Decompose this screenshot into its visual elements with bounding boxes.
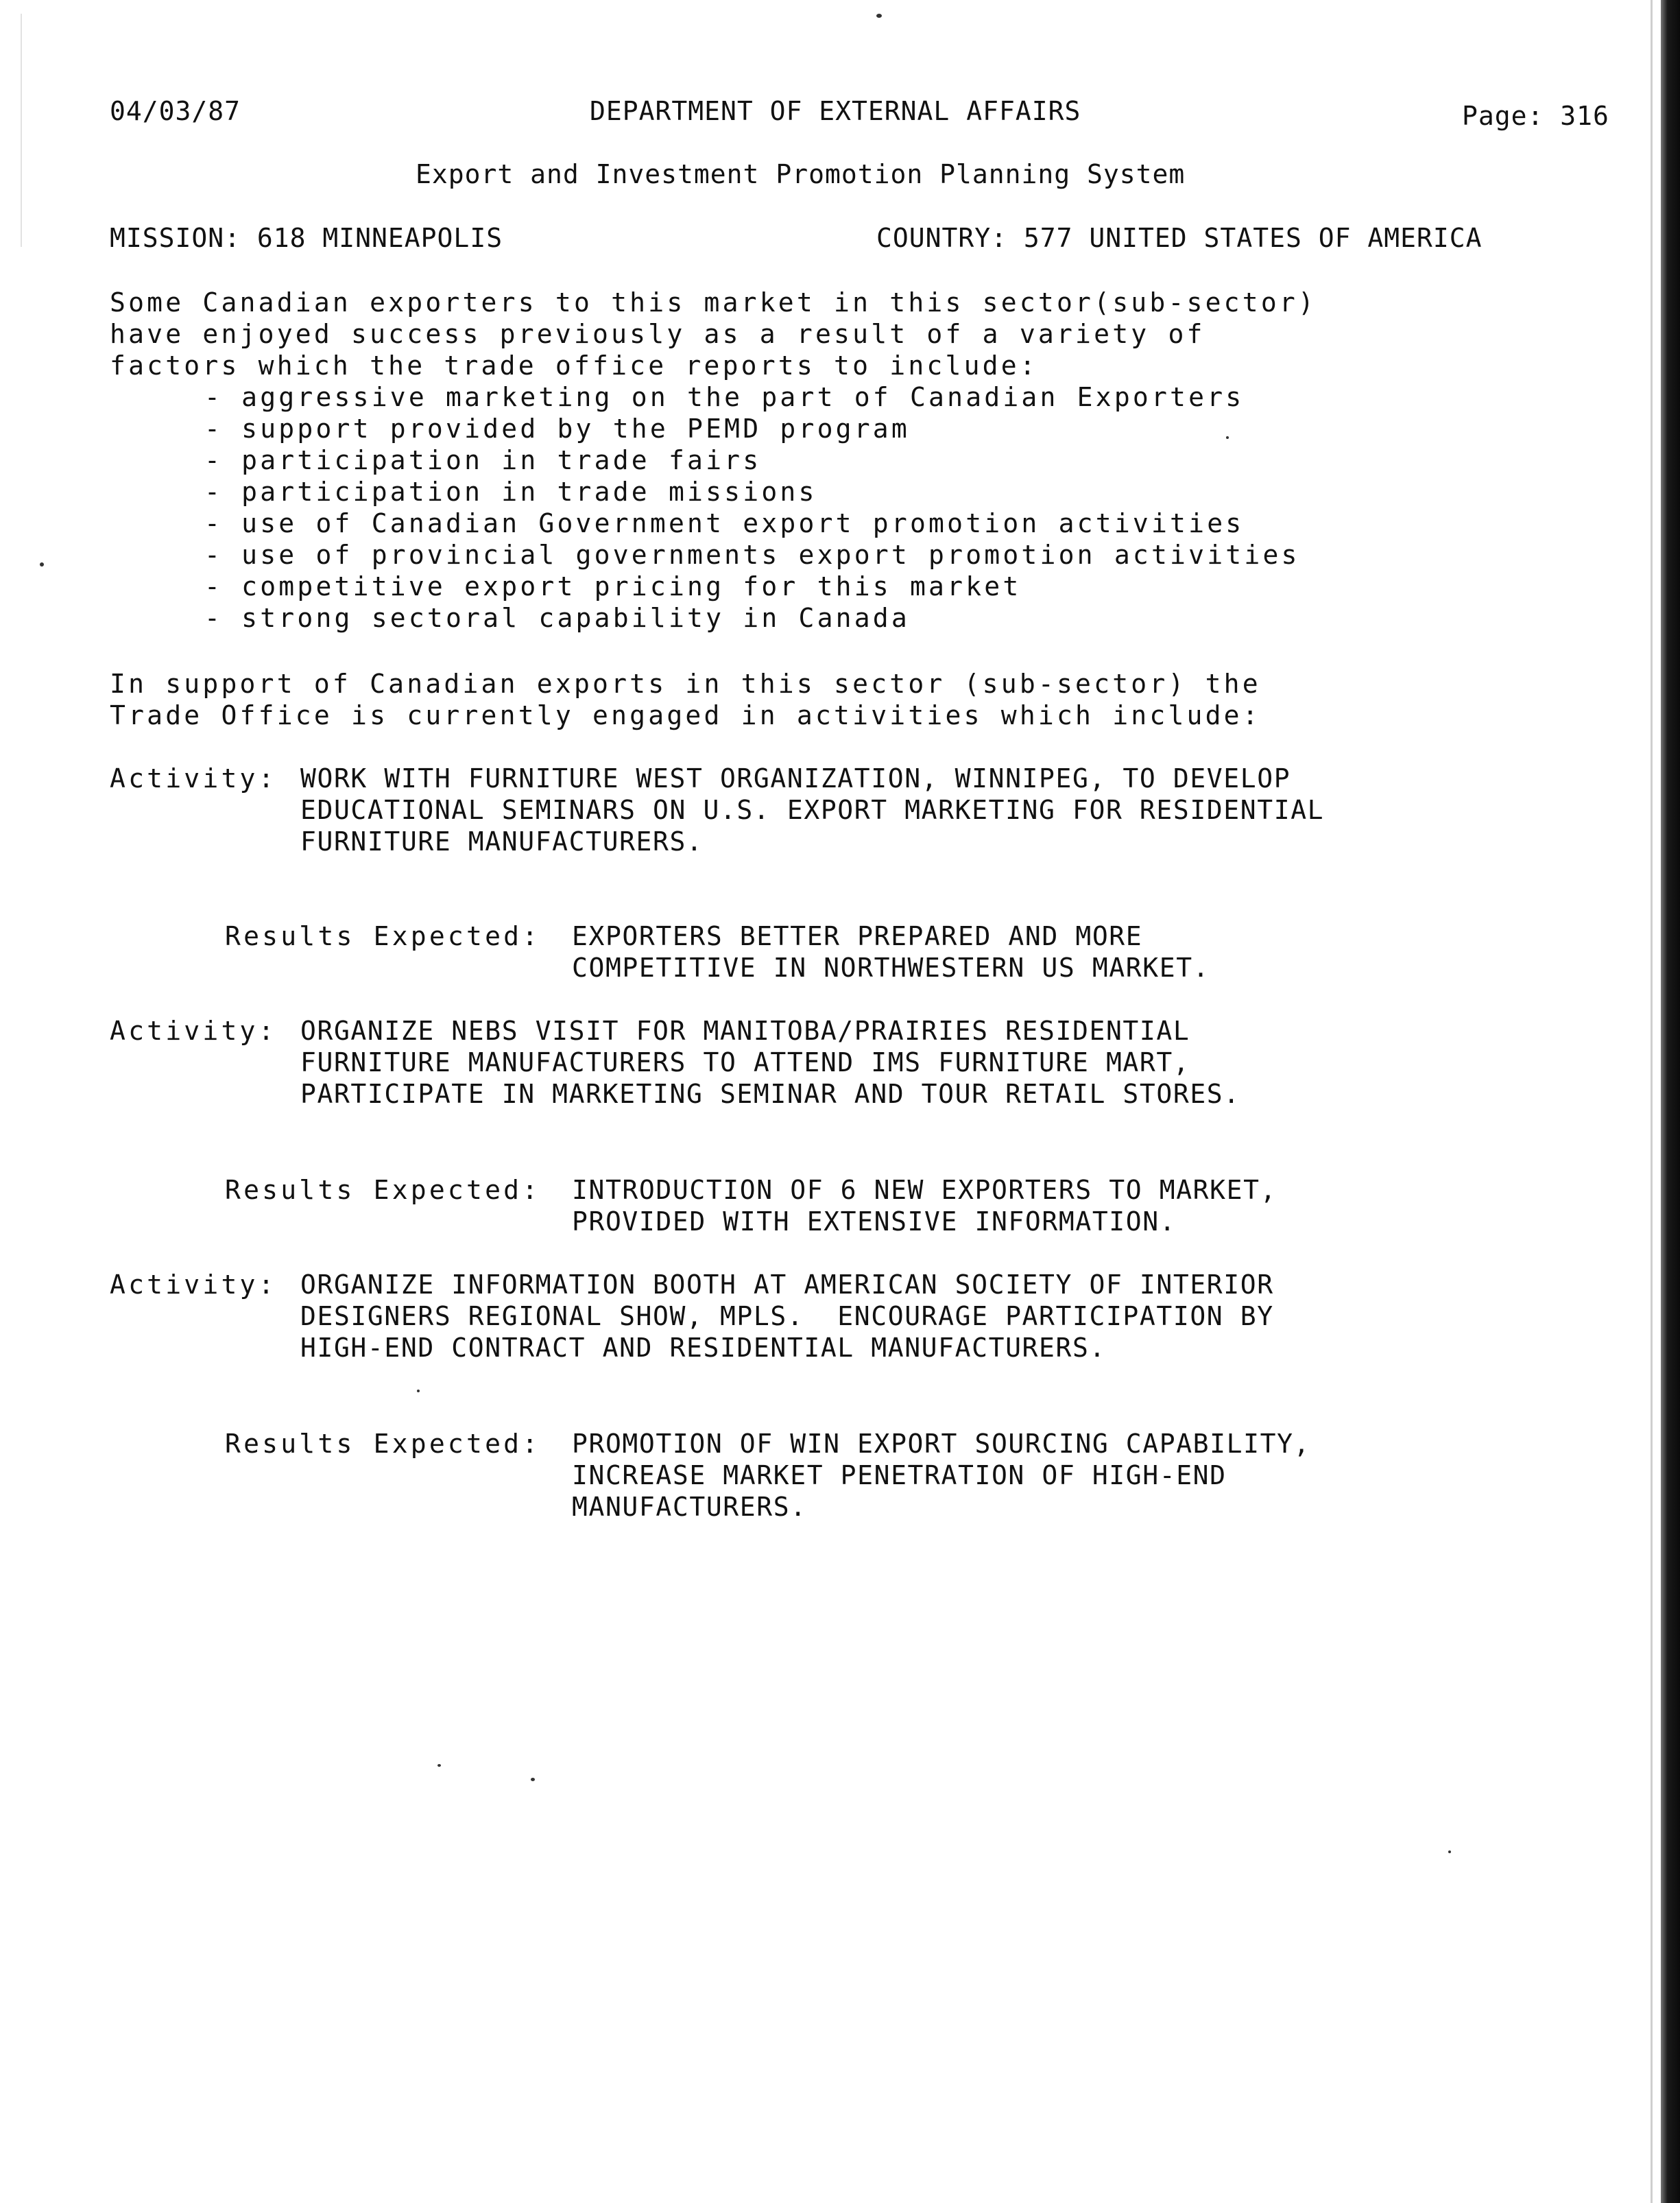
activity-line: ORGANIZE INFORMATION BOOTH AT AMERICAN SOCIETY OF INTERIOR	[300, 1270, 1274, 1300]
factor-item: - strong sectoral capability in Canada	[204, 603, 910, 633]
activity-line: EDUCATIONAL SEMINARS ON U.S. EXPORT MARKETING FOR RESIDENTIAL	[300, 795, 1325, 825]
report-date: 04/03/87	[110, 96, 241, 126]
results-line: MANUFACTURERS.	[572, 1492, 807, 1522]
factor-item: - support provided by the PEMD program	[204, 414, 910, 444]
activity-2-text	[300, 1015, 1240, 1110]
scan-margin-line	[21, 14, 22, 247]
activity-line: FURNITURE MANUFACTURERS TO ATTEND IMS FURNITURE MART,	[300, 1047, 1190, 1077]
results-label: Results Expected:	[225, 921, 541, 951]
success-factors-list	[204, 381, 1300, 634]
scan-speck	[40, 562, 44, 567]
activity-label: Activity:	[110, 763, 277, 794]
factor-item: - aggressive marketing on the part of Canadian Exporters	[204, 382, 1245, 412]
activity-3-text	[300, 1269, 1274, 1364]
support-paragraph	[110, 668, 1261, 731]
scan-speck	[417, 1390, 420, 1392]
results-1-text	[572, 920, 1210, 984]
results-line: INCREASE MARKET PENETRATION OF HIGH-END	[572, 1460, 1227, 1490]
activity-label: Activity:	[110, 1270, 277, 1300]
results-label: Results Expected:	[225, 1175, 541, 1205]
activity-label: Activity:	[110, 1016, 277, 1046]
activity-1-text	[300, 763, 1324, 857]
factor-item: - use of provincial governments export promotion activities	[204, 540, 1300, 570]
factor-item: - participation in trade fairs	[204, 445, 762, 475]
department-title: DEPARTMENT OF EXTERNAL AFFAIRS	[590, 96, 1081, 126]
results-line: INTRODUCTION OF 6 NEW EXPORTERS TO MARKET,	[572, 1175, 1277, 1205]
support-line: In support of Canadian exports in this sector (sub-sector) the	[110, 669, 1261, 699]
results-line: EXPORTERS BETTER PREPARED AND MORE	[572, 921, 1143, 951]
intro-line: factors which the trade office reports to include:	[110, 350, 1038, 381]
results-2-text	[572, 1174, 1277, 1237]
scan-speck	[876, 14, 882, 18]
results-3-text	[572, 1428, 1310, 1523]
results-line: PROVIDED WITH EXTENSIVE INFORMATION.	[572, 1206, 1177, 1237]
page-number: Page: 316	[1462, 101, 1609, 131]
activity-line: FURNITURE MANUFACTURERS.	[300, 826, 704, 857]
scan-speck	[531, 1778, 535, 1781]
country-line: COUNTRY: 577 UNITED STATES OF AMERICA	[876, 223, 1483, 253]
scan-speck	[437, 1764, 441, 1767]
activity-line: DESIGNERS REGIONAL SHOW, MPLS. ENCOURAGE PARTICIPATION BY	[300, 1301, 1274, 1331]
mission-line: MISSION: 618 MINNEAPOLIS	[110, 223, 503, 253]
system-title: Export and Investment Promotion Planning System	[416, 159, 1186, 189]
scan-speck	[1448, 1850, 1451, 1853]
results-line: PROMOTION OF WIN EXPORT SOURCING CAPABILITY,	[572, 1429, 1311, 1459]
activity-line: WORK WITH FURNITURE WEST ORGANIZATION, WINNIPEG, TO DEVELOP	[300, 763, 1291, 794]
intro-line: have enjoyed success previously as a result of a variety of	[110, 319, 1205, 349]
results-label: Results Expected:	[225, 1429, 541, 1459]
results-line: COMPETITIVE IN NORTHWESTERN US MARKET.	[572, 953, 1210, 983]
support-line: Trade Office is currently engaged in activities which include:	[110, 700, 1261, 730]
factor-item: - competitive export pricing for this market	[204, 571, 1022, 602]
activity-line: ORGANIZE NEBS VISIT FOR MANITOBA/PRAIRIES RESIDENTIAL	[300, 1016, 1190, 1046]
activity-line: PARTICIPATE IN MARKETING SEMINAR AND TOUR RETAIL STORES.	[300, 1079, 1240, 1109]
factor-item: - participation in trade missions	[204, 477, 817, 507]
scan-speck	[1226, 436, 1229, 439]
intro-line: Some Canadian exporters to this market in this sector(sub-sector)	[110, 287, 1317, 318]
scan-edge-line	[1651, 0, 1653, 2203]
intro-paragraph	[110, 287, 1317, 381]
scan-edge-shadow	[1661, 0, 1680, 2203]
activity-line: HIGH-END CONTRACT AND RESIDENTIAL MANUFACTURERS.	[300, 1333, 1106, 1363]
factor-item: - use of Canadian Government export promotion activities	[204, 508, 1245, 538]
